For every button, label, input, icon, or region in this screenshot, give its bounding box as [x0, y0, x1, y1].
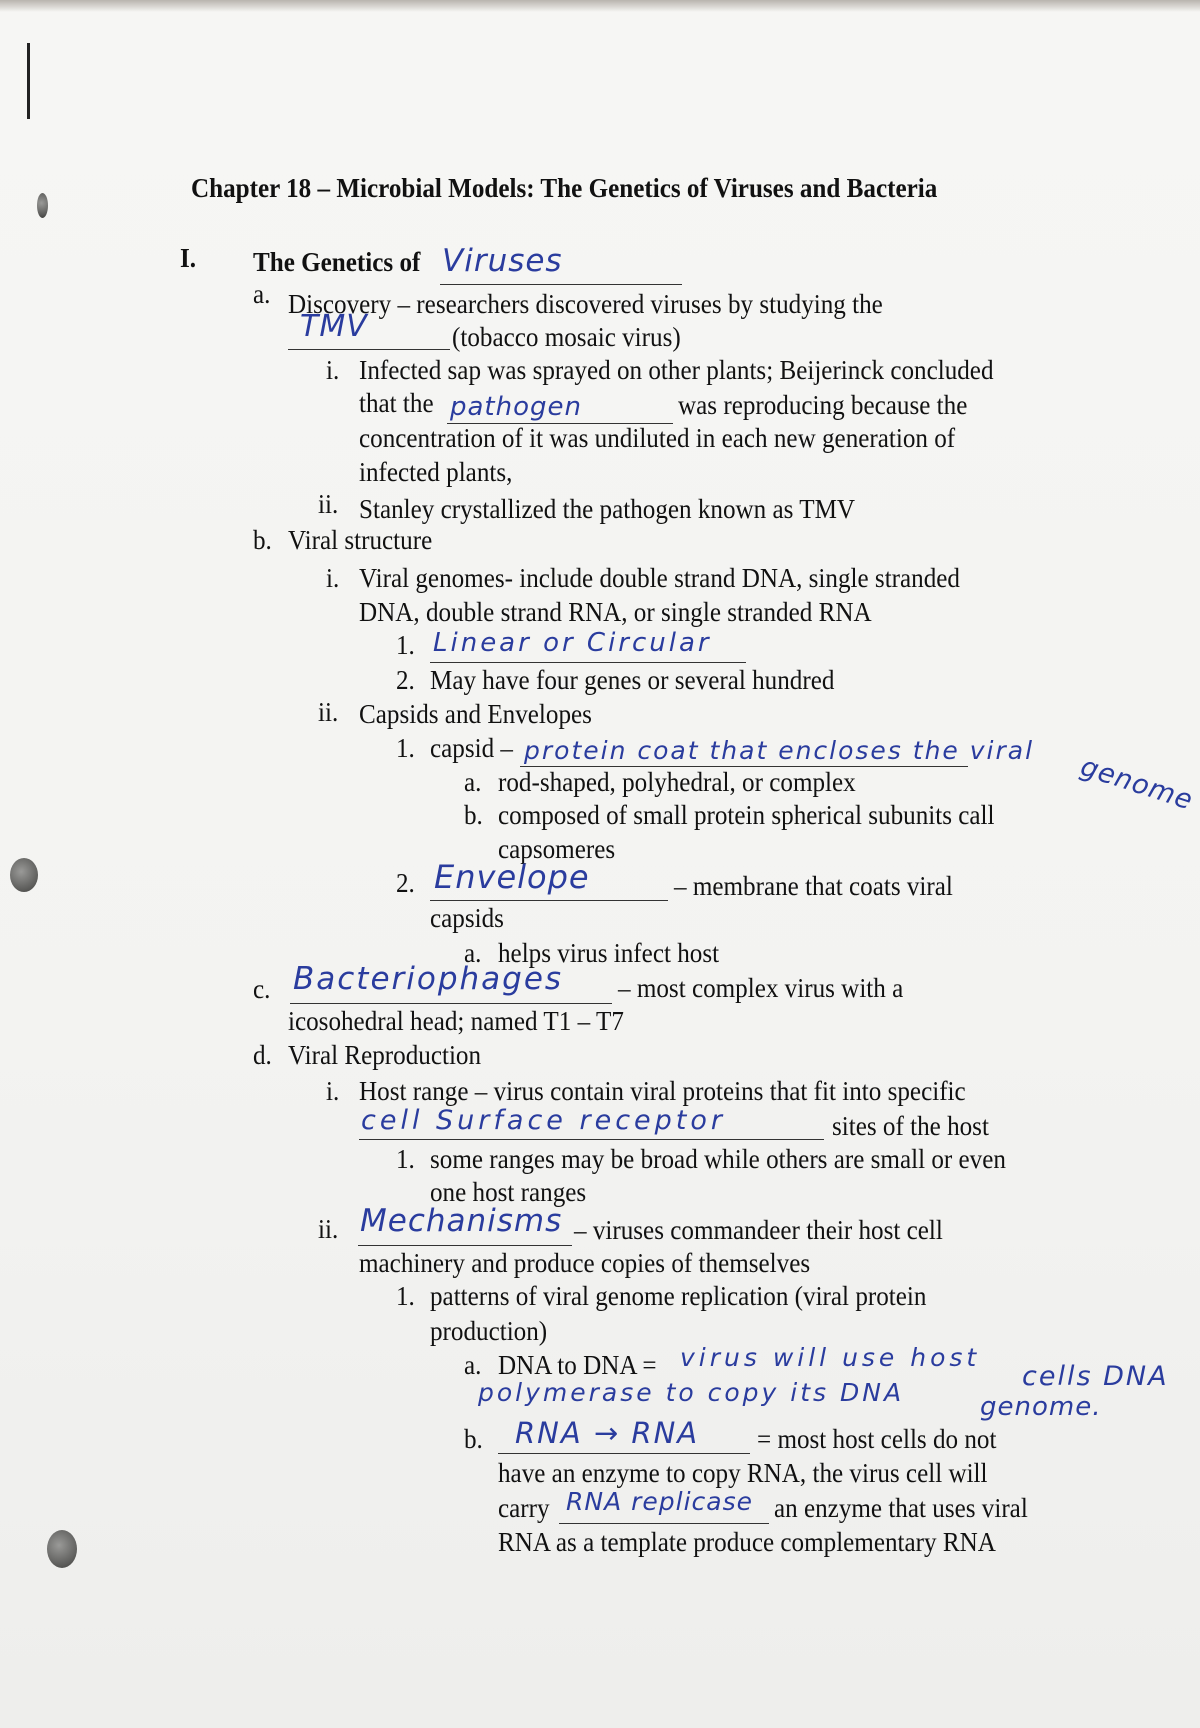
blank-line [440, 284, 682, 285]
item-marker-a-ii: ii. [318, 489, 339, 519]
discovery-line-2: (tobacco mosaic virus) [452, 322, 681, 352]
answer-pathogen: pathogen [450, 392, 582, 422]
item-marker-b-i-2: 2. [396, 665, 415, 695]
item-marker-d-ii-1-b: b. [464, 1424, 483, 1454]
item-marker-a-i: i. [326, 355, 340, 385]
item-marker-b-ii: ii. [318, 697, 339, 727]
broad-ranges-line-1: some ranges may be broad while others are small or even [430, 1144, 1006, 1174]
blank-line [288, 349, 450, 350]
pen-mark [27, 43, 30, 119]
item-marker-d-i: i. [326, 1076, 340, 1106]
item-marker-b-i-1: 1. [396, 630, 415, 660]
discovery-line-1: Discovery – researchers discovered viruses by studying the [288, 289, 883, 319]
reproduction-heading: Viral Reproduction [288, 1040, 482, 1070]
capsid-label: capsid – [430, 733, 513, 763]
beijerinck-line-1: Infected sap was sprayed on other plants; Beijerinck concluded [359, 355, 994, 385]
item-marker-a: a. [253, 279, 271, 309]
capsomeres-line-1: composed of small protein spherical subunits call [498, 800, 995, 830]
blank-line [290, 1003, 612, 1004]
phage-line-2: icosohedral head; named T1 – T7 [288, 1006, 624, 1036]
viral-structure-heading: Viral structure [288, 525, 433, 555]
genomes-line-2: DNA, double strand RNA, or single stranded RNA [359, 597, 872, 627]
binder-hole-bottom [47, 1530, 77, 1568]
capsid-shape-line: rod-shaped, polyhedral, or complex [498, 767, 856, 797]
section-heading: The Genetics of [253, 247, 421, 277]
blank-line [358, 1245, 572, 1246]
item-marker-b-ii-1-b: b. [464, 800, 483, 830]
item-marker-b-i: i. [326, 563, 340, 593]
phage-line-1: – most complex virus with a [618, 973, 904, 1003]
beijerinck-line-2a: that the [359, 388, 434, 418]
item-marker-b: b. [253, 525, 272, 555]
answer-envelope: Envelope [434, 858, 590, 896]
rna-line-3a: carry [498, 1493, 550, 1523]
answer-viruses: Viruses [442, 243, 563, 279]
genomes-line-1: Viral genomes- include double strand DNA, single stranded [359, 563, 960, 593]
answer-dna-to-dna-1: virus will use host [680, 1343, 981, 1372]
blank-line [430, 662, 746, 663]
envelope-line-2: capsids [430, 903, 504, 933]
blank-line [498, 1453, 750, 1454]
patterns-line-1: patterns of viral genome replication (viral protein [430, 1281, 927, 1311]
blank-line [359, 1139, 824, 1140]
host-range-line-1: Host range – virus contain viral proteins that fit into specific [359, 1076, 966, 1106]
item-marker-b-ii-2-a: a. [464, 938, 482, 968]
item-marker-d-ii-1-a: a. [464, 1350, 482, 1380]
envelope-line-1: – membrane that coats viral [674, 871, 953, 901]
answer-dna-to-dna-1-end: cells DNA [1022, 1361, 1169, 1392]
genes-line: May have four genes or several hundred [430, 665, 835, 695]
item-marker-b-ii-1: 1. [396, 733, 415, 763]
item-marker-d-i-1: 1. [396, 1144, 415, 1174]
answer-dna-to-dna-2-end: genome. [980, 1392, 1102, 1422]
answer-rna-replicase: RNA replicase [566, 1487, 754, 1516]
answer-capsid-end: genome [1076, 751, 1197, 817]
item-marker-d-ii: ii. [318, 1214, 339, 1244]
answer-rna-to-rna: RNA → RNA [515, 1416, 700, 1450]
rna-line-2: have an enzyme to copy RNA, the virus cell will [498, 1458, 988, 1488]
mechanisms-line-1: – viruses commandeer their host cell [574, 1215, 943, 1245]
item-marker-b-ii-1-a: a. [464, 767, 482, 797]
blank-line [430, 900, 668, 901]
answer-mechanisms: Mechanisms [360, 1203, 563, 1239]
binder-hole-middle [10, 858, 38, 892]
beijerinck-line-3: concentration of it was undiluted in each new generation of [359, 423, 956, 453]
section-numeral: I. [180, 243, 197, 273]
item-marker-b-ii-2: 2. [396, 868, 415, 898]
dna-to-dna-label: DNA to DNA = [498, 1350, 657, 1380]
answer-dna-to-dna-2: polymerase to copy its DNA [478, 1378, 905, 1407]
rna-line-1: = most host cells do not [757, 1424, 997, 1454]
item-marker-d: d. [253, 1040, 272, 1070]
beijerinck-line-2b: was reproducing because the [678, 390, 968, 420]
broad-ranges-line-2: one host ranges [430, 1177, 587, 1207]
host-range-line-2: sites of the host [832, 1111, 989, 1141]
rna-line-3b: an enzyme that uses viral [774, 1493, 1028, 1523]
page-top-edge [0, 0, 1200, 12]
capsomeres-line-2: capsomeres [498, 834, 616, 864]
beijerinck-line-4: infected plants, [359, 457, 513, 487]
page-title: Chapter 18 – Microbial Models: The Genetics of Viruses and Bacteria [191, 173, 938, 203]
answer-capsid: protein coat that encloses the viral [524, 736, 1035, 765]
answer-cell-surface-receptor: cell Surface receptor [361, 1105, 726, 1136]
answer-tmv: TMV [300, 309, 368, 344]
answer-linear-circular: Linear or Circular [433, 628, 712, 658]
item-marker-c: c. [253, 974, 271, 1004]
binder-hole-top [37, 193, 48, 218]
item-marker-d-ii-1: 1. [396, 1281, 415, 1311]
patterns-line-2: production) [430, 1316, 548, 1346]
blank-line [559, 1523, 769, 1524]
infect-host-line: helps virus infect host [498, 938, 720, 968]
capsids-heading: Capsids and Envelopes [359, 699, 592, 729]
answer-bacteriophages: Bacteriophages [293, 961, 564, 997]
stanley-line: Stanley crystallized the pathogen known as TMV [359, 494, 856, 524]
mechanisms-line-2: machinery and produce copies of themselves [359, 1248, 811, 1278]
rna-line-4: RNA as a template produce complementary RNA [498, 1527, 996, 1557]
